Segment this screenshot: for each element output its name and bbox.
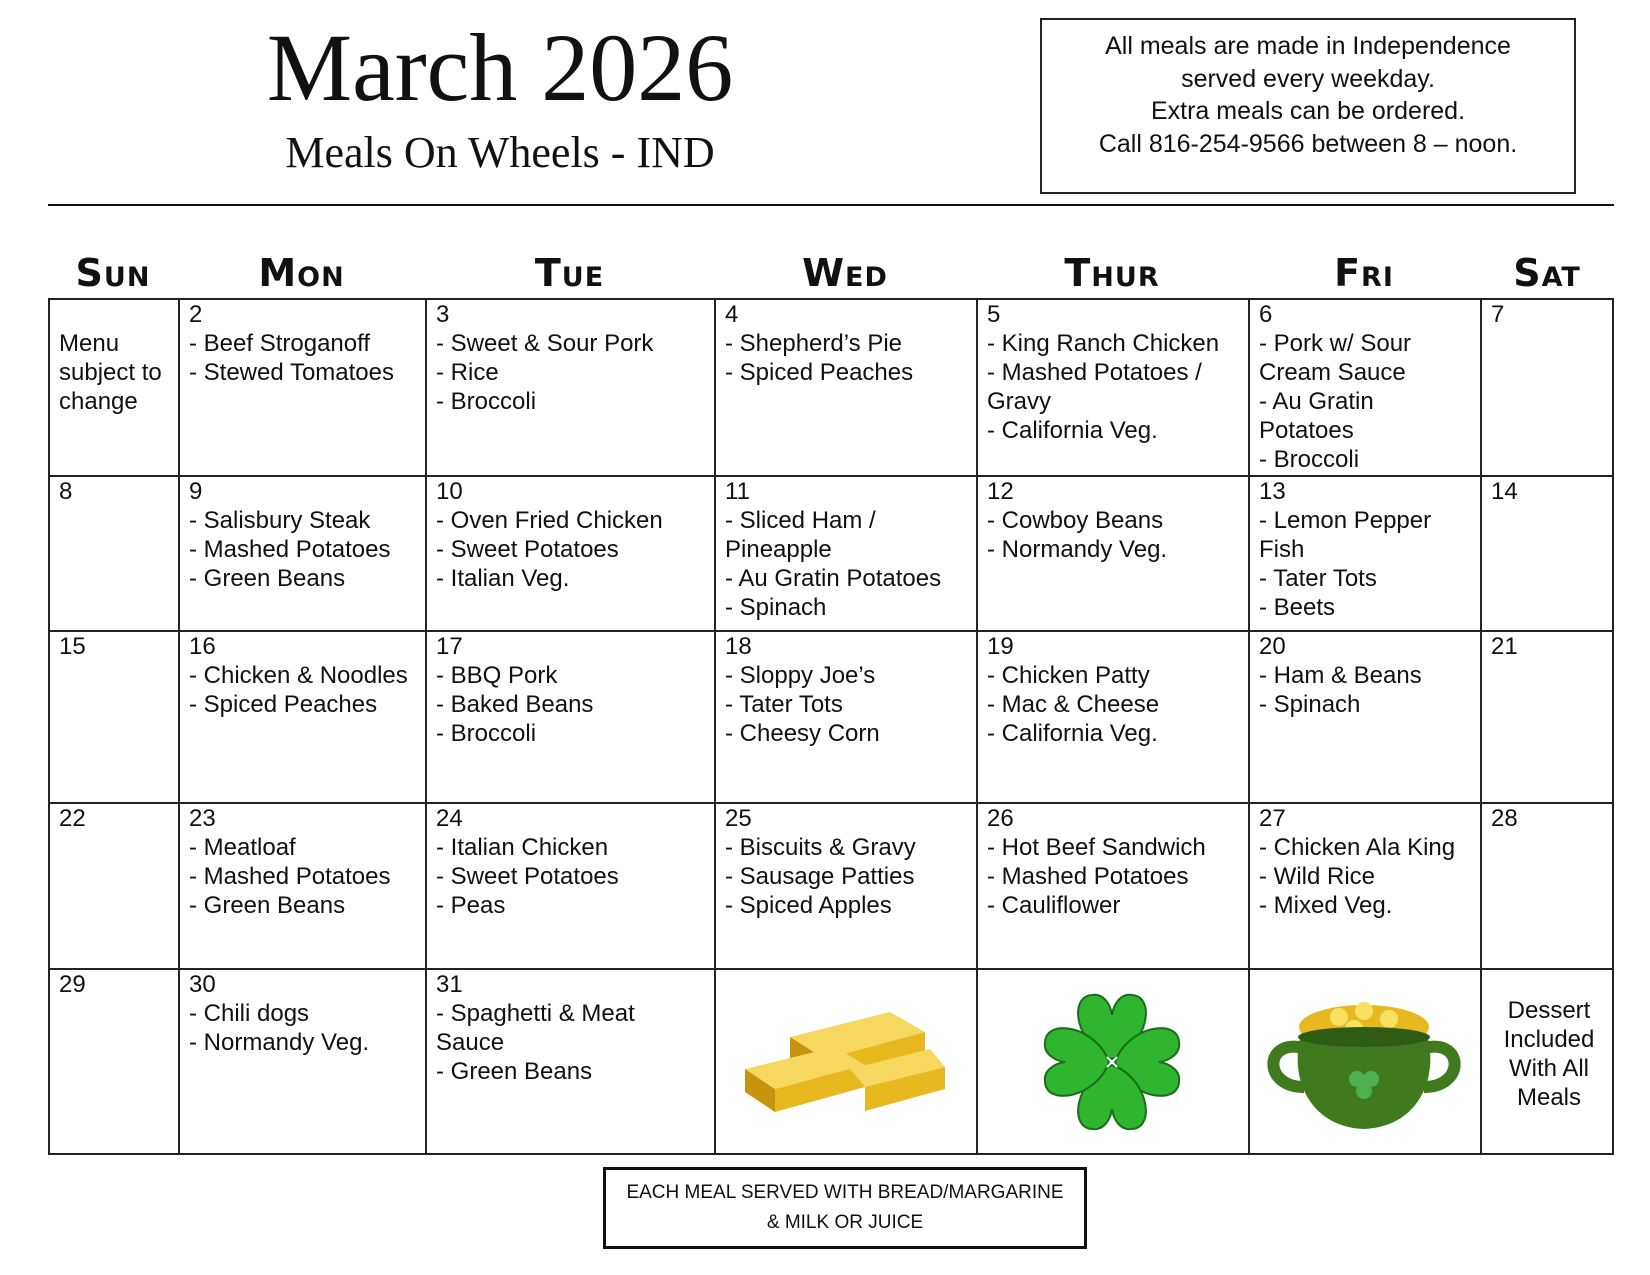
- meal-item: - Mashed Potatoes / Gravy: [987, 359, 1202, 415]
- info-line: served every weekday.: [1181, 64, 1435, 93]
- calendar-cell: [976, 630, 1248, 802]
- meal-item: - Broccoli: [436, 720, 537, 747]
- footer-line: EACH MEAL SERVED WITH BREAD/MARGARINE: [626, 1182, 1064, 1203]
- calendar-cell: [714, 968, 976, 1155]
- calendar-cell: [1480, 802, 1614, 968]
- calendar-cell: [48, 802, 178, 968]
- pot-of-gold-icon: [1259, 987, 1469, 1144]
- meal-item: - Broccoli: [1259, 446, 1360, 473]
- meal-item: - Sausage Patties: [725, 863, 915, 890]
- day-header-sun: Sun: [75, 251, 151, 295]
- meal-item: - Biscuits & Gravy: [725, 834, 916, 861]
- meal-item: - Mashed Potatoes: [189, 536, 391, 563]
- day-number: 6: [1259, 301, 1273, 328]
- meal-item: - Cowboy Beans: [987, 507, 1164, 534]
- meal-item: - Pork w/ Sour Cream Sauce: [1259, 330, 1412, 386]
- day-number: 31: [436, 971, 463, 998]
- calendar-cell: [425, 475, 714, 630]
- meal-item: - Chicken & Noodles: [189, 662, 408, 689]
- meal-item: - Italian Chicken: [436, 834, 609, 861]
- meal-item: - Baked Beans: [436, 691, 594, 718]
- calendar-cell: [976, 968, 1248, 1155]
- day-header-mon: Mon: [258, 251, 345, 295]
- calendar-cell: [48, 968, 178, 1155]
- calendar-cell: [1480, 968, 1614, 1155]
- day-number: 23: [189, 805, 216, 832]
- info-line: All meals are made in Independence: [1105, 32, 1511, 60]
- day-header-wed: Wed: [802, 251, 888, 295]
- meal-item: - Chicken Ala King: [1259, 834, 1456, 861]
- meal-item: - Rice: [436, 359, 499, 386]
- meal-item: - Tater Tots: [1259, 565, 1377, 592]
- day-number: 4: [725, 301, 739, 328]
- four-leaf-clover-icon: [1037, 987, 1187, 1144]
- day-number: 3: [436, 301, 450, 328]
- meal-item: - Mac & Cheese: [987, 691, 1160, 718]
- meal-item: - Peas: [436, 892, 506, 919]
- meal-item: - Green Beans: [436, 1058, 593, 1085]
- meal-item: - Spiced Peaches: [725, 359, 914, 386]
- day-number: 20: [1259, 633, 1286, 660]
- meal-item: - Ham & Beans: [1259, 662, 1422, 689]
- calendar-cell: [976, 802, 1248, 968]
- meal-item: - Broccoli: [436, 388, 537, 415]
- page-subtitle: Meals On Wheels - IND: [285, 128, 715, 177]
- calendar-cell: [425, 802, 714, 968]
- meal-item: - Spiced Apples: [725, 892, 892, 919]
- meal-item: - Cauliflower: [987, 892, 1121, 919]
- meal-item: - California Veg.: [987, 720, 1158, 747]
- meal-item: - Chili dogs: [189, 1000, 310, 1027]
- day-number: 5: [987, 301, 1001, 328]
- day-number: 17: [436, 633, 463, 660]
- meal-item: - Spiced Peaches: [189, 691, 378, 718]
- calendar-cell: [48, 298, 178, 475]
- meal-item: - Spinach: [725, 594, 827, 621]
- calendar-cell: [714, 298, 976, 475]
- day-number: 30: [189, 971, 216, 998]
- day-number: 14: [1491, 478, 1518, 505]
- calendar-cell: [425, 298, 714, 475]
- calendar-cell: [178, 968, 425, 1155]
- meal-item: - King Ranch Chicken: [987, 330, 1220, 357]
- calendar-cell: [178, 475, 425, 630]
- day-number: 25: [725, 805, 752, 832]
- meal-item: - Stewed Tomatoes: [189, 359, 394, 386]
- calendar-cell: [714, 802, 976, 968]
- meal-item: - Sweet Potatoes: [436, 863, 619, 890]
- gold-bars-icon: [740, 1007, 950, 1124]
- info-line: Call 816-254-9566 between 8 – noon.: [1098, 129, 1518, 158]
- meal-item: - Oven Fried Chicken: [436, 507, 663, 534]
- day-number: 18: [725, 633, 752, 660]
- meal-item: - Sweet Potatoes: [436, 536, 619, 563]
- meal-item: - Meatloaf: [189, 834, 296, 861]
- calendar-cell: [1248, 968, 1480, 1155]
- day-number: 29: [59, 971, 86, 998]
- calendar-cell: [1248, 475, 1480, 630]
- calendar-cell: [178, 298, 425, 475]
- meal-item: - California Veg.: [987, 417, 1158, 444]
- info-line: Extra meals can be ordered.: [1150, 97, 1466, 125]
- day-number: 22: [59, 805, 86, 832]
- meal-item: - Mixed Veg.: [1259, 892, 1393, 919]
- footer-line: & MILK OR JUICE: [766, 1212, 924, 1233]
- day-number: 13: [1259, 478, 1286, 505]
- meal-item: - Mashed Potatoes: [189, 863, 391, 890]
- day-number: 7: [1491, 301, 1505, 328]
- meal-item: - Chicken Patty: [987, 662, 1150, 689]
- day-number: 24: [436, 805, 463, 832]
- header-divider: [48, 204, 1614, 206]
- day-number: 8: [59, 478, 73, 505]
- footer-note: [603, 1167, 1087, 1249]
- calendar-cell: [1480, 475, 1614, 630]
- meal-item: - Sloppy Joe’s: [725, 662, 876, 689]
- calendar-cell: [714, 630, 976, 802]
- meal-item: - Lemon Pepper Fish: [1259, 507, 1432, 563]
- meal-item: - Au Gratin Potatoes: [725, 565, 942, 592]
- day-number: 16: [189, 633, 216, 660]
- day-number: [59, 300, 168, 329]
- day-number: 2: [189, 301, 203, 328]
- meal-item: - Sweet & Sour Pork: [436, 330, 654, 357]
- calendar-cell: [1248, 802, 1480, 968]
- meal-item: - Cheesy Corn: [725, 720, 880, 747]
- calendar-cell: [1480, 298, 1614, 475]
- cell-note: Dessert Included With All Meals: [1503, 997, 1595, 1111]
- calendar-cell: [178, 802, 425, 968]
- day-number: 21: [1491, 633, 1518, 660]
- day-header-sat: Sat: [1513, 251, 1581, 295]
- calendar-cell: [48, 475, 178, 630]
- meal-item: - Spaghetti & Meat Sauce: [436, 1000, 635, 1056]
- meal-item: - Shepherd’s Pie: [725, 330, 902, 357]
- meal-item: - Au Gratin Potatoes: [1259, 388, 1374, 444]
- meal-item: - Spinach: [1259, 691, 1361, 718]
- meal-item: - BBQ Pork: [436, 662, 558, 689]
- meal-item: - Green Beans: [189, 565, 346, 592]
- meal-item: - Mashed Potatoes: [987, 863, 1189, 890]
- day-number: 19: [987, 633, 1014, 660]
- calendar-cell: [976, 298, 1248, 475]
- meal-item: - Beets: [1259, 594, 1336, 621]
- day-number: 11: [725, 478, 750, 505]
- meal-item: - Normandy Veg.: [987, 536, 1168, 563]
- calendar-cell: [178, 630, 425, 802]
- day-header-fri: Fri: [1334, 251, 1394, 295]
- meal-item: - Green Beans: [189, 892, 346, 919]
- meal-item: - Normandy Veg.: [189, 1029, 370, 1056]
- calendar-cell: [48, 630, 178, 802]
- calendar-cell: [714, 475, 976, 630]
- meal-item: - Salisbury Steak: [189, 507, 371, 534]
- day-number: 12: [987, 478, 1014, 505]
- info-box: [1040, 18, 1576, 194]
- meal-item: - Hot Beef Sandwich: [987, 834, 1206, 861]
- calendar-cell: [1248, 630, 1480, 802]
- meal-item: - Wild Rice: [1259, 863, 1376, 890]
- day-header-thur: Thur: [1064, 251, 1160, 295]
- calendar-cell: [1480, 630, 1614, 802]
- meal-item: - Sliced Ham / Pineapple: [725, 507, 876, 563]
- day-number: 9: [189, 478, 203, 505]
- day-number: 10: [436, 478, 463, 505]
- day-number: 27: [1259, 805, 1286, 832]
- meal-item: - Beef Stroganoff: [189, 330, 371, 357]
- calendar-cell: [425, 968, 714, 1155]
- day-number: 15: [59, 633, 86, 660]
- calendar-cell: [976, 475, 1248, 630]
- day-number: 26: [987, 805, 1014, 832]
- day-header-tue: Tue: [534, 251, 605, 295]
- calendar-cell: [1248, 298, 1480, 475]
- cell-note: Menu subject to change: [59, 330, 162, 415]
- calendar-cell: [425, 630, 714, 802]
- meal-item: - Italian Veg.: [436, 565, 570, 592]
- meal-item: - Tater Tots: [725, 691, 843, 718]
- page-title: March 2026: [266, 14, 734, 121]
- day-number: 28: [1491, 805, 1518, 832]
